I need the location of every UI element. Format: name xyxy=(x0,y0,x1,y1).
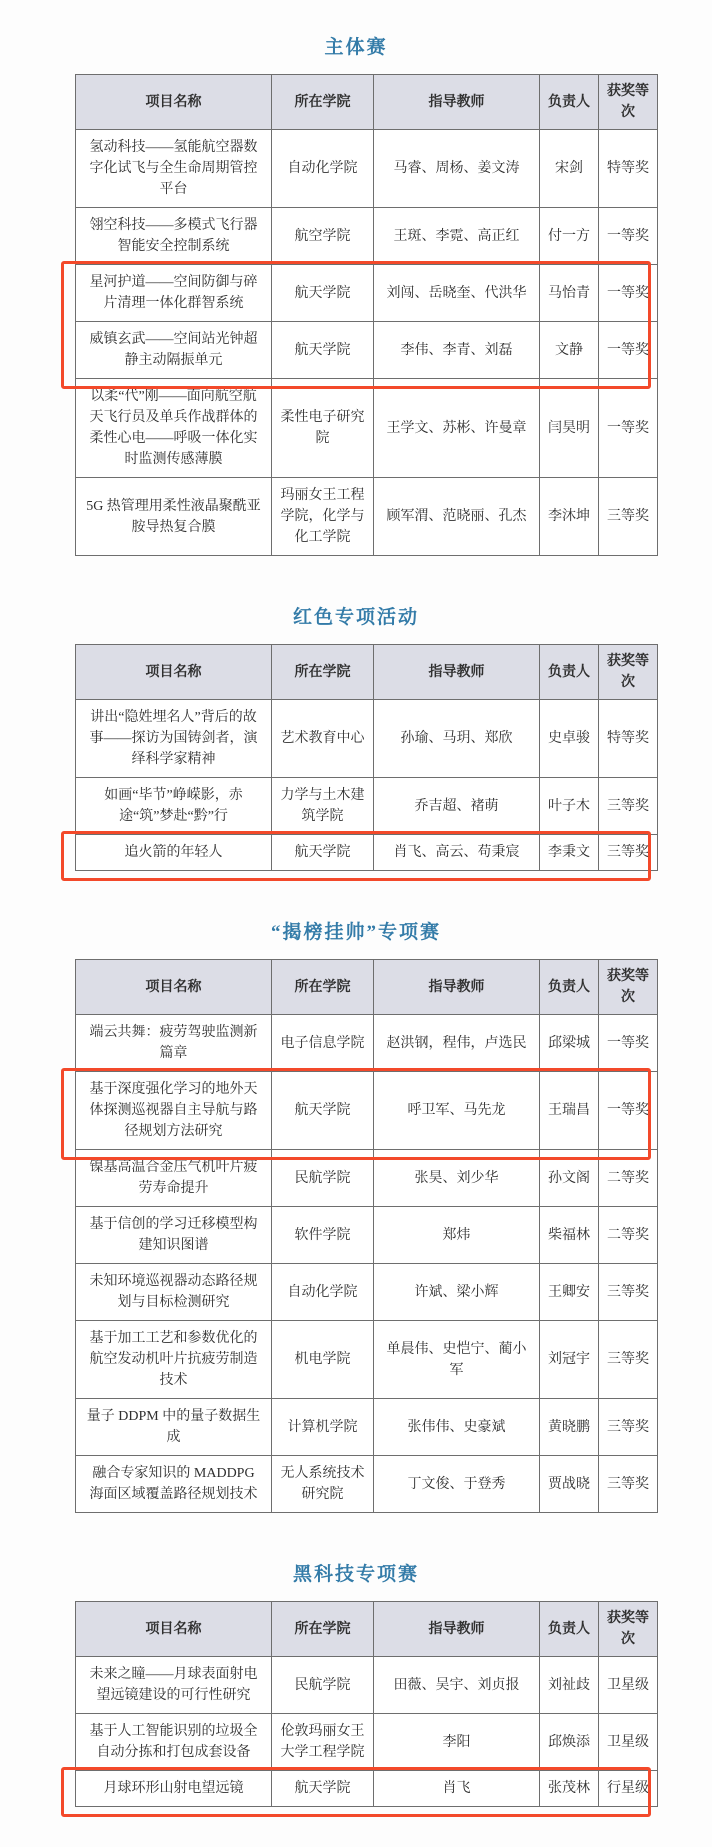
column-header: 所在学院 xyxy=(272,75,374,130)
table-row xyxy=(76,1150,658,1207)
column-header: 项目名称 xyxy=(76,75,272,130)
project-cell: 镍基高温合金压气机叶片疲劳寿命提升 xyxy=(76,1150,272,1207)
table-section xyxy=(75,74,649,556)
advisors-cell: 肖飞、高云、苟秉宸 xyxy=(374,835,540,871)
leader-cell: 邱梁城 xyxy=(540,1015,599,1072)
project-cell: 基于深度强化学习的地外天体探测巡视器自主导航与路径规划方法研究 xyxy=(76,1072,272,1150)
advisors-cell: 王斑、李霓、高正红 xyxy=(374,208,540,265)
college-cell: 计算机学院 xyxy=(272,1399,374,1456)
project-cell: 基于加工工艺和参数优化的航空发动机叶片抗疲劳制造技术 xyxy=(76,1321,272,1399)
award-cell: 三等奖 xyxy=(599,478,658,556)
college-cell: 电子信息学院 xyxy=(272,1015,374,1072)
project-cell: 基于信创的学习迁移模型构建知识图谱 xyxy=(76,1207,272,1264)
project-cell: 讲出“隐姓埋名人”背后的故事——探访为国铸剑者，演绎科学家精神 xyxy=(76,700,272,778)
award-cell: 一等奖 xyxy=(599,379,658,478)
leader-cell: 李秉文 xyxy=(540,835,599,871)
college-cell: 民航学院 xyxy=(272,1657,374,1714)
college-cell: 航天学院 xyxy=(272,265,374,322)
project-cell: 以柔“代”刚——面向航空航天飞行员及单兵作战群体的柔性心电——呼吸一体化实时监测传感薄膜 xyxy=(76,379,272,478)
column-header: 负责人 xyxy=(540,1602,599,1657)
advisors-cell: 田薇、吴宇、刘贞报 xyxy=(374,1657,540,1714)
award-cell: 卫星级 xyxy=(599,1714,658,1771)
college-cell: 软件学院 xyxy=(272,1207,374,1264)
award-cell: 特等奖 xyxy=(599,700,658,778)
leader-cell: 宋剑 xyxy=(540,130,599,208)
table-row xyxy=(76,1207,658,1264)
award-cell: 一等奖 xyxy=(599,208,658,265)
column-header: 所在学院 xyxy=(272,960,374,1015)
leader-cell: 柴福林 xyxy=(540,1207,599,1264)
column-header: 所在学院 xyxy=(272,1602,374,1657)
section-title: 黑科技专项赛 xyxy=(292,1564,419,1585)
award-cell: 三等奖 xyxy=(599,1321,658,1399)
leader-cell: 刘冠宇 xyxy=(540,1321,599,1399)
advisors-cell: 肖飞 xyxy=(374,1771,540,1807)
table-row xyxy=(76,265,658,322)
column-header: 指导教师 xyxy=(374,960,540,1015)
awards-table xyxy=(75,959,658,1513)
advisors-cell: 张伟伟、史豪斌 xyxy=(374,1399,540,1456)
table-section xyxy=(75,1601,649,1807)
table-row xyxy=(76,778,658,835)
advisors-cell: 许斌、梁小辉 xyxy=(374,1264,540,1321)
project-cell: 未知环境巡视器动态路径规划与目标检测研究 xyxy=(76,1264,272,1321)
college-cell: 航天学院 xyxy=(272,1771,374,1807)
table-row xyxy=(76,1399,658,1456)
college-cell: 柔性电子研究院 xyxy=(272,379,374,478)
award-cell: 行星级 xyxy=(599,1771,658,1807)
college-cell: 航天学院 xyxy=(272,322,374,379)
column-header: 所在学院 xyxy=(272,645,374,700)
project-cell: 氢动科技——氢能航空器数字化试飞与全生命周期管控平台 xyxy=(76,130,272,208)
leader-cell: 闫昊明 xyxy=(540,379,599,478)
advisors-cell: 丁文俊、于登秀 xyxy=(374,1456,540,1513)
column-header: 获奖等次 xyxy=(599,645,658,700)
column-header: 获奖等次 xyxy=(599,1602,658,1657)
table-row xyxy=(76,130,658,208)
award-cell: 一等奖 xyxy=(599,322,658,379)
table-row xyxy=(76,1657,658,1714)
college-cell: 航天学院 xyxy=(272,1072,374,1150)
leader-cell: 王卿安 xyxy=(540,1264,599,1321)
table-row xyxy=(76,835,658,871)
leader-cell: 刘祉歧 xyxy=(540,1657,599,1714)
leader-cell: 邱焕添 xyxy=(540,1714,599,1771)
project-cell: 基于人工智能识别的垃圾全自动分拣和打包成套设备 xyxy=(76,1714,272,1771)
advisors-cell: 王学文、苏彬、许曼章 xyxy=(374,379,540,478)
table-row xyxy=(76,322,658,379)
advisors-cell: 呼卫军、马先龙 xyxy=(374,1072,540,1150)
table-section xyxy=(75,959,649,1513)
project-cell: 融合专家知识的 MADDPG 海面区域覆盖路径规划技术 xyxy=(76,1456,272,1513)
award-cell: 一等奖 xyxy=(599,265,658,322)
column-header: 项目名称 xyxy=(76,645,272,700)
award-cell: 二等奖 xyxy=(599,1207,658,1264)
table-row xyxy=(76,208,658,265)
award-cell: 一等奖 xyxy=(599,1015,658,1072)
table-row xyxy=(76,1072,658,1150)
column-header: 项目名称 xyxy=(76,960,272,1015)
table-row xyxy=(76,379,658,478)
table-row xyxy=(76,1714,658,1771)
college-cell: 玛丽女王工程学院，化学与化工学院 xyxy=(272,478,374,556)
column-header: 负责人 xyxy=(540,960,599,1015)
leader-cell: 贾战晓 xyxy=(540,1456,599,1513)
advisors-cell: 刘闯、岳晓奎、代洪华 xyxy=(374,265,540,322)
college-cell: 航空学院 xyxy=(272,208,374,265)
header-row xyxy=(76,645,658,700)
award-cell: 二等奖 xyxy=(599,1150,658,1207)
section-title: 主体赛 xyxy=(324,37,388,58)
column-header: 指导教师 xyxy=(374,645,540,700)
college-cell: 艺术教育中心 xyxy=(272,700,374,778)
advisors-cell: 单晨伟、史恺宁、蔺小军 xyxy=(374,1321,540,1399)
project-cell: 追火箭的年轻人 xyxy=(76,835,272,871)
award-cell: 特等奖 xyxy=(599,130,658,208)
awards-table xyxy=(75,74,658,556)
advisors-cell: 顾军渭、范晓丽、孔杰 xyxy=(374,478,540,556)
column-header: 指导教师 xyxy=(374,75,540,130)
award-cell: 一等奖 xyxy=(599,1072,658,1150)
leader-cell: 李沐坤 xyxy=(540,478,599,556)
leader-cell: 黄晓鹏 xyxy=(540,1399,599,1456)
header-row xyxy=(76,75,658,130)
advisors-cell: 郑炜 xyxy=(374,1207,540,1264)
table-row xyxy=(76,1264,658,1321)
awards-table xyxy=(75,644,658,871)
leader-cell: 史卓骏 xyxy=(540,700,599,778)
project-cell: 翎空科技——多模式飞行器智能安全控制系统 xyxy=(76,208,272,265)
project-cell: 威镇玄武——空间站光钟超静主动隔振单元 xyxy=(76,322,272,379)
project-cell: 月球环形山射电望远镜 xyxy=(76,1771,272,1807)
column-header: 指导教师 xyxy=(374,1602,540,1657)
college-cell: 自动化学院 xyxy=(272,130,374,208)
table-row xyxy=(76,1015,658,1072)
advisors-cell: 李阳 xyxy=(374,1714,540,1771)
college-cell: 民航学院 xyxy=(272,1150,374,1207)
leader-cell: 付一方 xyxy=(540,208,599,265)
award-cell: 三等奖 xyxy=(599,778,658,835)
awards-table xyxy=(75,1601,658,1807)
project-cell: 星河护道——空间防御与碎片清理一体化群智系统 xyxy=(76,265,272,322)
project-cell: 量子 DDPM 中的量子数据生成 xyxy=(76,1399,272,1456)
college-cell: 力学与土木建筑学院 xyxy=(272,778,374,835)
table-row xyxy=(76,1771,658,1807)
project-cell: 端云共舞：疲劳驾驶监测新篇章 xyxy=(76,1015,272,1072)
header-row xyxy=(76,1602,658,1657)
leader-cell: 叶子木 xyxy=(540,778,599,835)
project-cell: 未来之瞳——月球表面射电望远镜建设的可行性研究 xyxy=(76,1657,272,1714)
college-cell: 无人系统技术研究院 xyxy=(272,1456,374,1513)
advisors-cell: 张昊、刘少华 xyxy=(374,1150,540,1207)
column-header: 获奖等次 xyxy=(599,75,658,130)
leader-cell: 王瑞昌 xyxy=(540,1072,599,1150)
table-section xyxy=(75,644,649,871)
award-cell: 三等奖 xyxy=(599,1264,658,1321)
award-cell: 三等奖 xyxy=(599,1399,658,1456)
section-title: “揭榜挂帅”专项赛 xyxy=(270,922,441,943)
college-cell: 伦敦玛丽女王大学工程学院 xyxy=(272,1714,374,1771)
leader-cell: 张茂林 xyxy=(540,1771,599,1807)
advisors-cell: 马睿、周杨、姜文涛 xyxy=(374,130,540,208)
leader-cell: 孙文阁 xyxy=(540,1150,599,1207)
header-row xyxy=(76,960,658,1015)
advisors-cell: 乔吉超、褚萌 xyxy=(374,778,540,835)
college-cell: 机电学院 xyxy=(272,1321,374,1399)
award-cell: 三等奖 xyxy=(599,835,658,871)
table-row xyxy=(76,478,658,556)
table-row xyxy=(76,1456,658,1513)
college-cell: 自动化学院 xyxy=(272,1264,374,1321)
advisors-cell: 李伟、李青、刘磊 xyxy=(374,322,540,379)
column-header: 项目名称 xyxy=(76,1602,272,1657)
column-header: 负责人 xyxy=(540,75,599,130)
advisors-cell: 赵洪钢，程伟，卢选民 xyxy=(374,1015,540,1072)
project-cell: 如画“毕节”峥嵘影，赤途“筑”梦赴“黔”行 xyxy=(76,778,272,835)
college-cell: 航天学院 xyxy=(272,835,374,871)
leader-cell: 文静 xyxy=(540,322,599,379)
column-header: 负责人 xyxy=(540,645,599,700)
award-cell: 卫星级 xyxy=(599,1657,658,1714)
leader-cell: 马怡青 xyxy=(540,265,599,322)
award-cell: 三等奖 xyxy=(599,1456,658,1513)
advisors-cell: 孙瑜、马玥、郑欣 xyxy=(374,700,540,778)
column-header: 获奖等次 xyxy=(599,960,658,1015)
table-row xyxy=(76,1321,658,1399)
table-row xyxy=(76,700,658,778)
project-cell: 5G 热管理用柔性液晶聚酰亚胺导热复合膜 xyxy=(76,478,272,556)
section-title: 红色专项活动 xyxy=(292,607,419,628)
